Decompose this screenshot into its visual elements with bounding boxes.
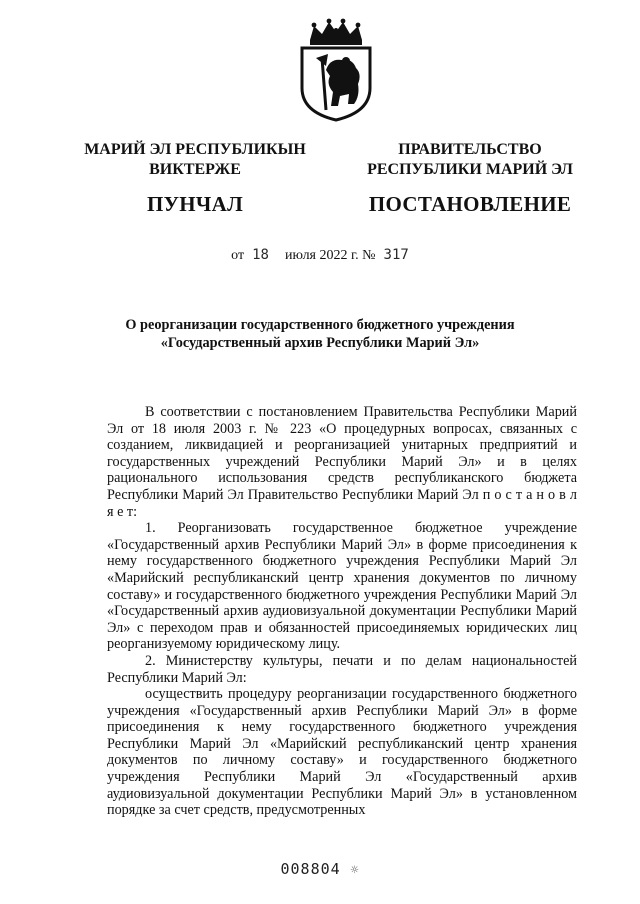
serial-number: 008804 [280,860,341,878]
paragraph-item-1: 1. Реорганизовать государственное бюджетное учреждение «Государственный архив Республики Марий Эл» в форме присоединения к нему государственного бюджетного учреждения Республики Марий Эл «Марийский республиканский центр хранения документов по личному составу» и государственного бюджетного учреждения Республики Марий Эл «Государственный архив аудиовизуальной документации Республики Марий Эл» с переходом прав и обязанностей присоединяемых юридических лиц реорганизуемому юридическому лицу. [107,520,577,653]
paragraph-item-2-sub: осуществить процедуру реорганизации государственного бюджетного учреждения «Государственный архив Республики Марий Эл» в форме присоединения к нему государственного бюджетного учреждения Республики Марий Эл «Марийский республиканский центр хранения документов по личному составу» и государственного бюджетного учреждения Республики Марий Эл «Государственный архив аудиовизуальной документации Республики Марий Эл» в установленном порядке за счет средств, предусмотренных [107,686,577,819]
doc-kind-russian: ПОСТАНОВЛЕНИЕ [368,192,572,216]
title-line-1: О реорганизации государственного бюджетного учреждения [125,317,515,333]
serial-number-stamp [0,860,640,878]
serial-mark-icon: ☼ [350,863,360,878]
date-month-year: июля 2022 г. № [284,248,376,263]
org-name-mari-line1: МАРИЙ ЭЛ РЕСПУБЛИКЫН [84,141,306,158]
title-line-2: «Государственный архив Республики Марий Эл» [160,335,480,351]
date-line [0,247,640,264]
org-name-russian-line2: РЕСПУБЛИКИ МАРИЙ ЭЛ [367,161,573,178]
header-left-block [70,140,320,216]
date-prefix: от [231,248,245,263]
document-title [60,316,580,352]
header-right-block [345,140,595,216]
document-number: 317 [383,247,409,263]
org-name-mari-line2: ВИКТЕРЖЕ [149,161,241,178]
paragraph-intro: В соответствии с постановлением Правительства Республики Марий Эл от 18 июля 2003 г. № 223 «О процедурных вопросах, связанных с созданием, ликвидацией и реорганизацией унитарных предприятий и государственных учреждений Республики Марий Эл» и в целях рационального использования средств республиканского бюджета Республики Марий Эл Правительство Республики Марий Эл п о с т а н о в л я е т: [107,404,577,520]
doc-kind-mari: ПУНЧАЛ [146,192,244,216]
date-day: 18 [252,247,269,263]
document-body [107,404,577,819]
coat-of-arms-emblem [296,18,376,122]
paragraph-item-2: 2. Министерству культуры, печати и по делам национальностей Республики Марий Эл: [107,652,577,686]
org-name-russian-line1: ПРАВИТЕЛЬСТВО [398,141,542,158]
